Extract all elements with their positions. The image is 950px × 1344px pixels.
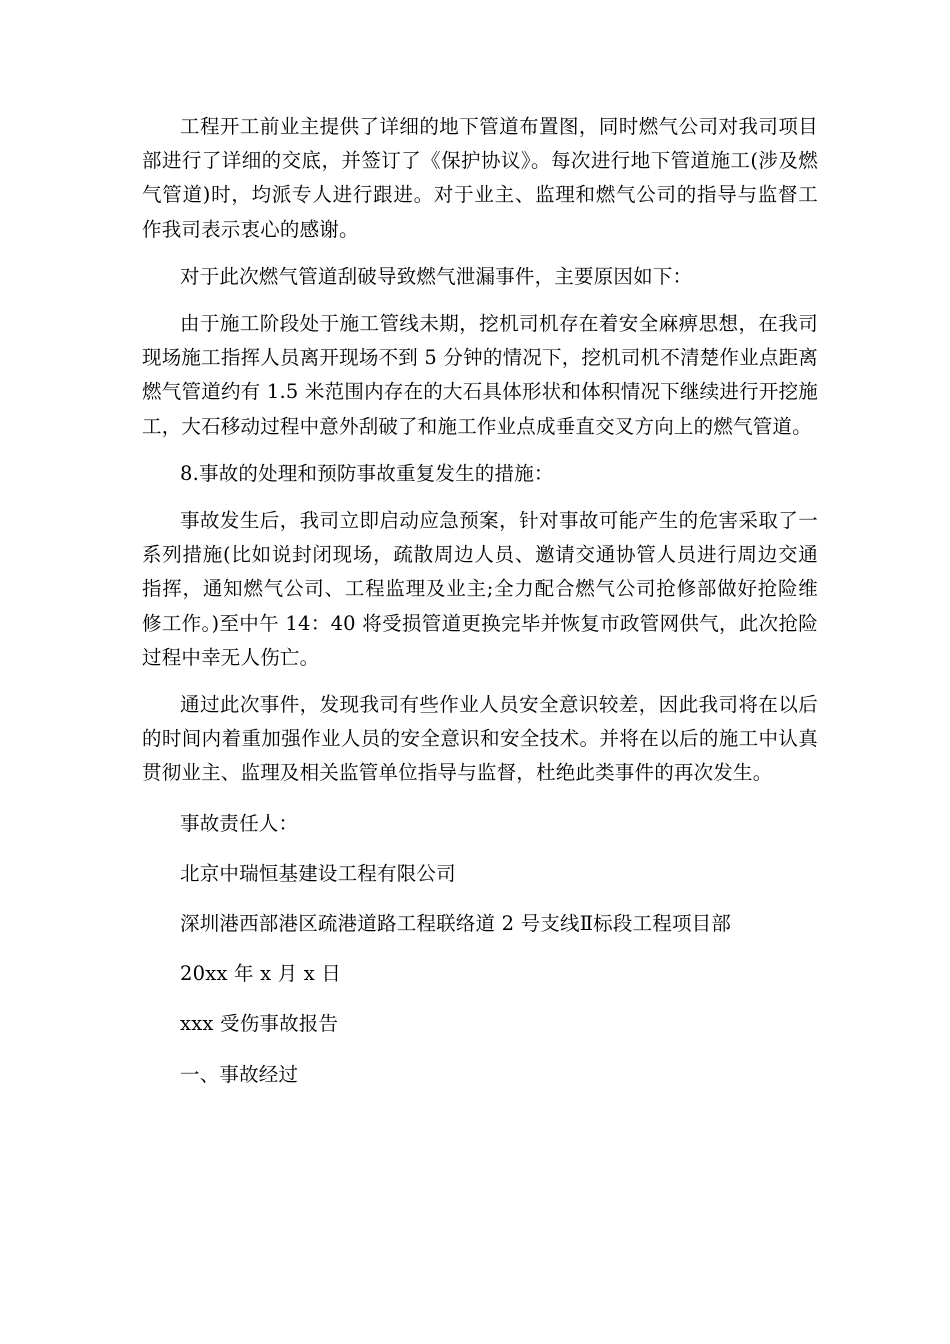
section-heading-incident: 一、事故经过 — [180, 1062, 299, 1086]
report-date: 20xx 年 x 月 x 日 — [180, 962, 342, 986]
document-body — [142, 110, 818, 1092]
paragraph-cause-detail: 由于施工阶段处于施工管线未期，挖机司机存在着安全麻痹思想，在我司现场施工指挥人员离开现场不到 5 分钟的情况下，挖机司机不清楚作业点距离燃气管道约有 1.5 米范围内存在的大石具体形状和体积情况下继续进行开挖施工，大石移动过程中意外刮破了和施工作业点成垂直交叉方向上的燃气管道。 — [142, 312, 818, 438]
project-department: 深圳港西部港区疏港道路工程联络道 2 号支线Ⅱ标段工程项目部 — [180, 912, 732, 936]
next-report-title: xxx 受伤事故报告 — [180, 1012, 339, 1036]
paragraph-cause-intro: 对于此次燃气管道刮破导致燃气泄漏事件，主要原因如下： — [180, 264, 693, 288]
responsible-party-label: 事故责任人： — [180, 811, 299, 835]
section-heading-measures: 8.事故的处理和预防事故重复发生的措施： — [180, 461, 554, 485]
company-name: 北京中瑞恒基建设工程有限公司 — [180, 861, 456, 885]
paragraph-emergency-response: 事故发生后，我司立即启动应急预案，针对事故可能产生的危害采取了一系列措施(比如说封闭现场，疏散周边人员、邀请交通协管人员进行周边交通指挥，通知燃气公司、工程监理及业主;全力配合燃气公司抢修部做好抢险维修工作。)至中午 14：40 将受损管道更换完毕并恢复市政管网供气，此次抢险过程中幸无人伤亡。 — [142, 509, 818, 669]
paragraph-preparation: 工程开工前业主提供了详细的地下管道布置图，同时燃气公司对我司项目部进行了详细的交底，并签订了《保护协议》。每次进行地下管道施工(涉及燃气管道)时，均派专人进行跟进。对于业主、监理和燃气公司的指导与监督工作我司表示衷心的感谢。 — [142, 115, 818, 241]
paragraph-lessons: 通过此次事件，发现我司有些作业人员安全意识较差，因此我司将在以后的时间内着重加强作业人员的安全意识和安全技术。并将在以后的施工中认真贯彻业主、监理及相关监管单位指导与监督，杜绝此类事件的再次发生。 — [142, 693, 818, 785]
